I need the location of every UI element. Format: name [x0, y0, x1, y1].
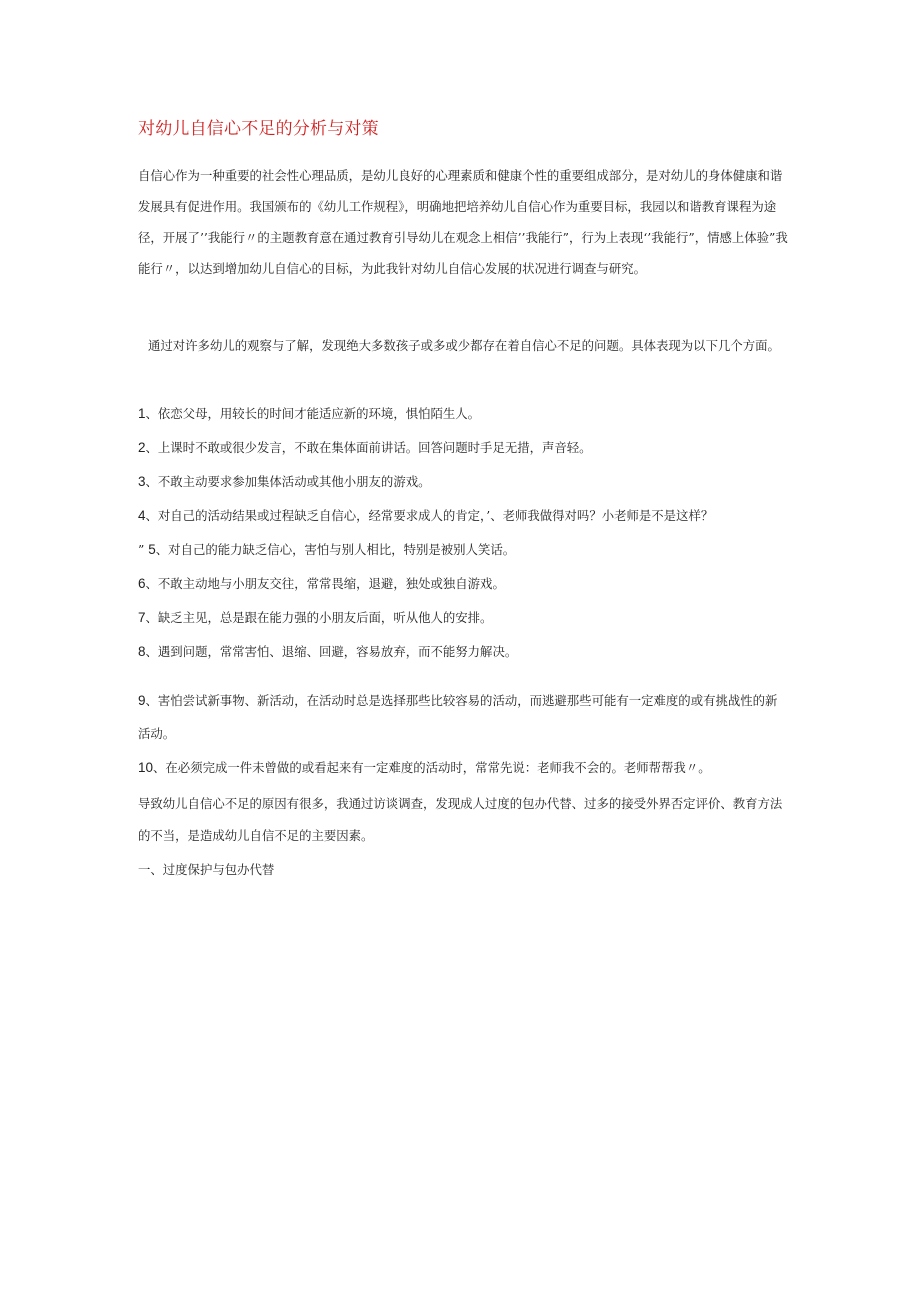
- section-heading: 一、过度保护与包办代替: [138, 862, 275, 877]
- list-item-9: 9、害怕尝试新事物、新活动，在活动时总是选择那些比较容易的活动，而逃避那些可能有一定难度的或有挑战性的新活动。: [138, 693, 778, 741]
- cause-paragraph: 导致幼儿自信心不足的原因有很多，我通过访谈调查，发现成人过度的包办代替、过多的接受外界否定评价、教育方法的不当，是造成幼儿自信不足的主要因素。: [138, 796, 783, 843]
- intro-paragraph: 自信心作为一种重要的社会性心理品质，是幼儿良好的心理素质和健康个性的重要组成部分，是对幼儿的身体健康和谐发展具有促进作用。我国颁布的《幼儿工作规程》，明确地把培养幼儿自信心作为重要目标，我园以和谐教育课程为途径，开展了’’我能行〃的主题教育意在通过教育引导幼儿在观念上相信’’我能行”，行为上表现‘’我能行”，情感上体验”我能行〃，以达到增加幼儿自信心的目标，为此我针对幼儿自信心发展的状况进行调查与研究。: [138, 168, 788, 276]
- list-item-6: 6、不敢主动地与小朋友交往，常常畏缩，退避，独处或独自游戏。: [138, 576, 505, 591]
- list-item-7: 7、缺乏主见，总是跟在能力强的小朋友后面，听从他人的安排。: [138, 610, 493, 625]
- list-item-8: 8、遇到问题，常常害怕、退缩、回避，容易放弃，而不能努力解决。: [138, 644, 518, 659]
- list-item-5: ” 5、对自己的能力缺乏信心，害怕与别人相比，特别是被别人笑话。: [138, 542, 516, 557]
- list-item-3: 3、不敢主动要求参加集体活动或其他小朋友的游戏。: [138, 474, 431, 489]
- observation-paragraph: 通过对许多幼儿的观察与了解，发现绝大多数孩子或多或少都存在着自信心不足的问题。具体表现为以下几个方面。: [148, 338, 780, 353]
- list-item-4: 4、对自己的活动结果或过程缺乏自信心，经常要求成人的肯定，’、老师我做得对吗？小老师是不是这样？: [138, 508, 714, 523]
- list-item-10: 10、在必须完成一件未曾做的或看起来有一定难度的活动时，常常先说：老师我不会的。老师帮帮我〃。: [138, 760, 711, 775]
- list-item-2: 2、上课时不敢或很少发言，不敢在集体面前讲话。回答问题时手足无措，声音轻。: [138, 440, 592, 455]
- document-title: 对幼儿自信心不足的分析与对策: [138, 119, 379, 139]
- list-item-1: 1、依恋父母，用较长的时间才能适应新的环境，惧怕陌生人。: [138, 406, 481, 421]
